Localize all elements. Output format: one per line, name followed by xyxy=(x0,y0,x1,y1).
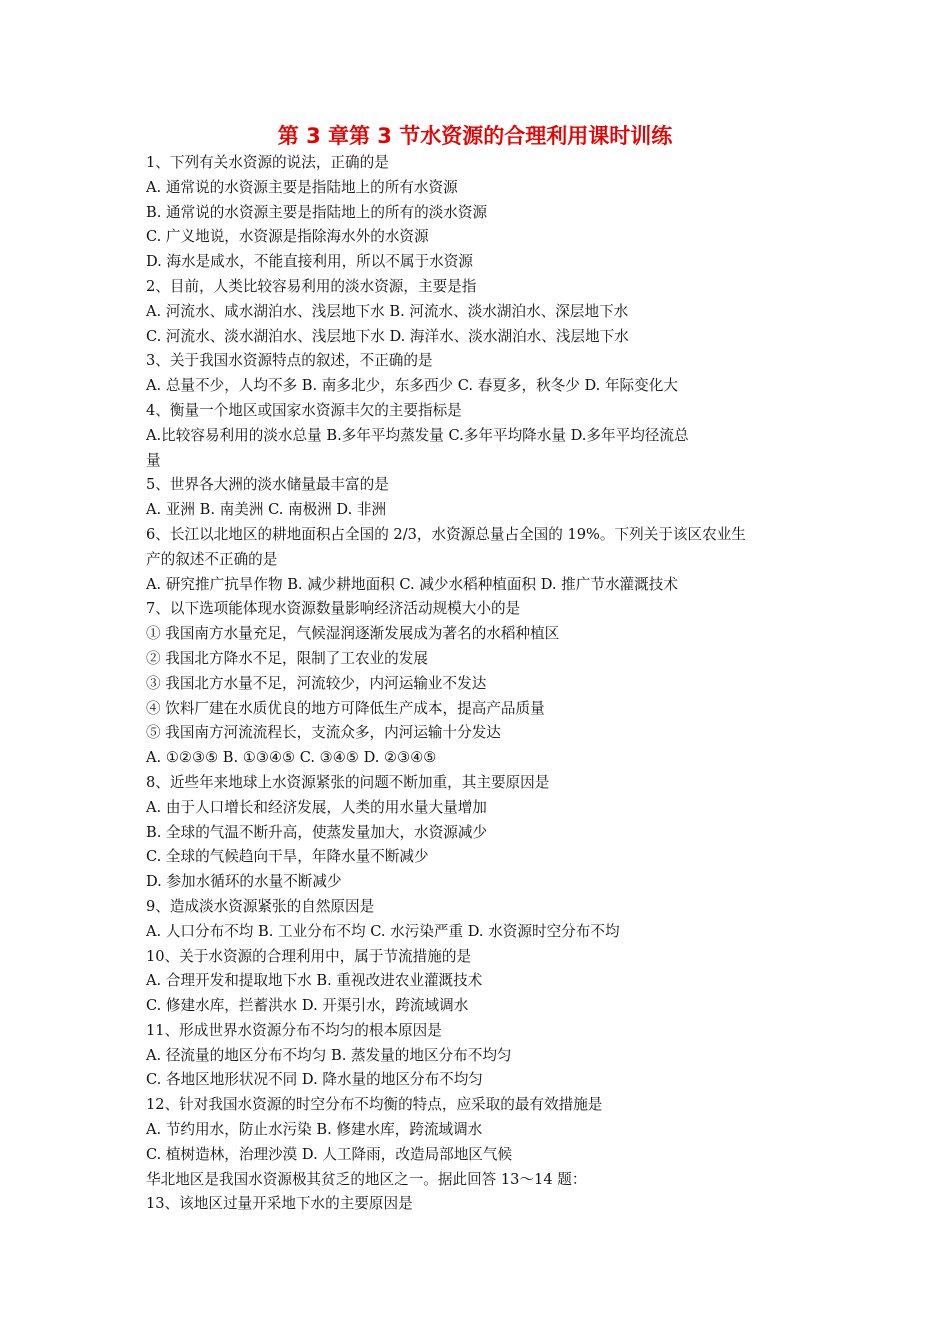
text-line: 3、关于我国水资源特点的叙述，不正确的是 xyxy=(146,352,433,370)
text-line: 10、关于水资源的合理利用中，属于节流措施的是 xyxy=(146,947,472,965)
text-line: A. 研究推广抗旱作物 B. 减少耕地面积 C. 减少水稻种植面积 D. 推广节水灌溉技术 xyxy=(146,575,678,593)
text-line: B. 全球的气温不断升高，使蒸发量加大，水资源减少 xyxy=(146,823,488,841)
text-line: A. 河流水、咸水湖泊水、浅层地下水 B. 河流水、淡水湖泊水、深层地下水 xyxy=(146,302,629,320)
text-line: A. 节约用水，防止水污染 B. 修建水库，跨流域调水 xyxy=(146,1121,483,1139)
text-line: 1、下列有关水资源的说法，正确的是 xyxy=(146,154,389,171)
text-line: 9、造成淡水资源紧张的自然原因是 xyxy=(146,897,375,915)
text-line: ③ 我国北方水量不足，河流较少，内河运输业不发达 xyxy=(146,674,487,692)
text-line: 13、该地区过量开采地下水的主要原因是 xyxy=(146,1195,413,1213)
text-line: 产的叙述不正确的是 xyxy=(146,550,278,568)
text-line: A. 亚洲 B. 南美洲 C. 南极洲 D. 非洲 xyxy=(146,501,387,519)
text-line: 12、针对我国水资源的时空分布不均衡的特点，应采取的最有效措施是 xyxy=(146,1096,603,1114)
page-title: 第 3 章第 3 节水资源的合理利用课时训练 xyxy=(277,124,673,148)
text-line: B. 通常说的水资源主要是指陆地上的所有的淡水资源 xyxy=(146,203,488,221)
question-list xyxy=(146,151,811,1217)
text-line: 5、世界各大洲的淡水储量最丰富的是 xyxy=(146,476,389,494)
text-line: 2、目前，人类比较容易利用的淡水资源，主要是指 xyxy=(146,277,477,295)
text-line: 8、近些年来地球上水资源紧张的问题不断加重，其主要原因是 xyxy=(146,773,550,791)
text-line: 量 xyxy=(146,451,161,469)
text-line: ⑤ 我国南方河流流程长，支流众多，内河运输十分发达 xyxy=(146,724,501,742)
text-line: C. 全球的气候趋向干旱，年降水量不断减少 xyxy=(146,848,429,866)
text-line: 华北地区是我国水资源极其贫乏的地区之一。据此回答 13～14 题： xyxy=(146,1170,587,1188)
text-line: A. 由于人口增长和经济发展，人类的用水量大量增加 xyxy=(146,798,487,816)
text-line: A. ①②③⑤ B. ①③④⑤ C. ③④⑤ D. ②③④⑤ xyxy=(146,749,437,767)
text-line: C. 修建水库，拦蓄洪水 D. 开渠引水，跨流域调水 xyxy=(146,997,469,1015)
text-line: 6、长江以北地区的耕地面积占全国的 2/3，水资源总量占全国的 19%。下列关于该区农业生 xyxy=(146,525,746,543)
text-line: 4、衡量一个地区或国家水资源丰欠的主要指标是 xyxy=(146,401,462,419)
text-line: A. 总量不少，人均不多 B. 南多北少，东多西少 C. 春夏多，秋冬少 D. 年际变化大 xyxy=(146,377,678,395)
text-line: A. 径流量的地区分布不均匀 B. 蒸发量的地区分布不均匀 xyxy=(146,1046,512,1064)
text-line: C. 广义地说，水资源是指除海水外的水资源 xyxy=(146,228,429,246)
text-line: D. 参加水循环的水量不断减少 xyxy=(146,873,342,891)
text-line: 7、以下选项能体现水资源数量影响经济活动规模大小的是 xyxy=(146,600,521,618)
text-line: ④ 饮料厂建在水质优良的地方可降低生产成本，提高产品质量 xyxy=(146,699,545,717)
text-line: A.比较容易利用的淡水总量 B.多年平均蒸发量 C.多年平均降水量 D.多年平均径流总 xyxy=(146,426,689,444)
text-line: ① 我国南方水量充足，气候湿润逐渐发展成为著名的水稻种植区 xyxy=(146,625,560,643)
text-line: ② 我国北方降水不足，限制了工农业的发展 xyxy=(146,649,428,667)
text-line: C. 河流水、淡水湖泊水、浅层地下水 D. 海洋水、淡水湖泊水、浅层地下水 xyxy=(146,327,629,345)
text-line: A. 人口分布不均 B. 工业分布不均 C. 水污染严重 D. 水资源时空分布不均 xyxy=(146,922,620,940)
text-line: C. 植树造林，治理沙漠 D. 人工降雨，改造局部地区气候 xyxy=(146,1145,513,1163)
text-line: C. 各地区地形状况不同 D. 降水量的地区分布不均匀 xyxy=(146,1071,483,1089)
text-line: D. 海水是咸水，不能直接利用，所以不属于水资源 xyxy=(146,253,473,271)
text-line: A. 合理开发和提取地下水 B. 重视改进农业灌溉技术 xyxy=(146,972,483,990)
text-line: A. 通常说的水资源主要是指陆地上的所有水资源 xyxy=(146,178,458,196)
text-line: 11、形成世界水资源分布不均匀的根本原因是 xyxy=(146,1021,442,1039)
